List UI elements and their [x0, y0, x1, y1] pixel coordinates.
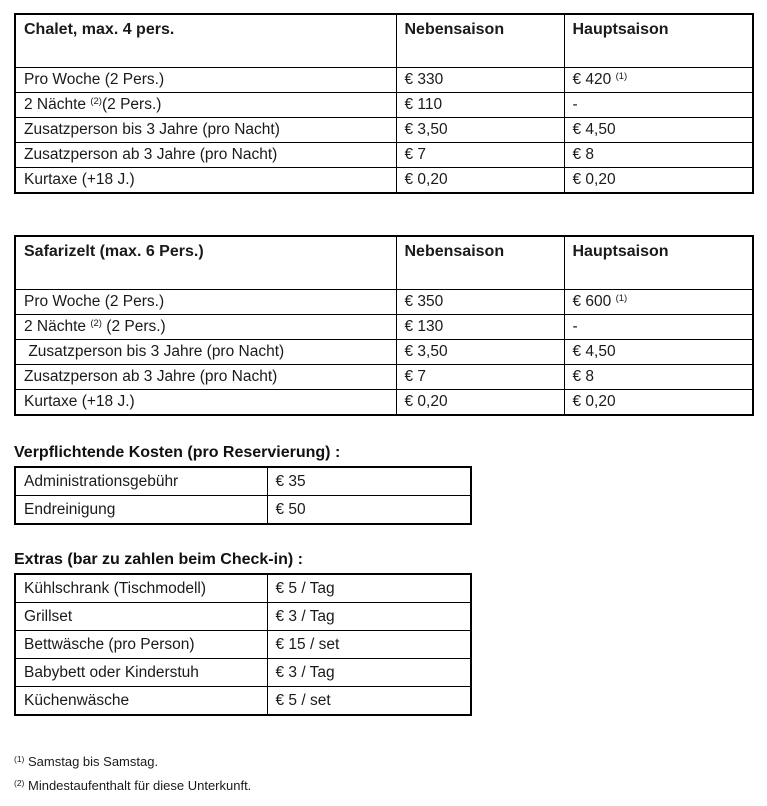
hauptsaison-header-cell: Hauptsaison [564, 236, 753, 290]
hauptsaison-value-cell [564, 315, 753, 340]
footnote-1 [14, 750, 752, 774]
table-row [15, 365, 753, 390]
nebensaison-value-cell: € 330 [396, 68, 564, 93]
footnote-marker: (2) [14, 778, 25, 788]
row-label-cell [15, 118, 396, 143]
price-value: € 8 [572, 368, 595, 385]
extra-price-cell: € 15 / set [267, 631, 471, 659]
price-value: € 4,50 [572, 121, 616, 138]
row-label-cell [15, 93, 396, 118]
table-title-cell: Safarizelt (max. 6 Pers.) [15, 236, 396, 290]
table-header-row [15, 14, 753, 68]
hauptsaison-value-cell [564, 365, 753, 390]
extra-price-cell: € 5 / set [267, 687, 471, 716]
extra-label-cell: Grillset [15, 603, 267, 631]
table-row [15, 118, 753, 143]
row-label: Kurtaxe (+18 J.) [24, 393, 135, 410]
price-value: € 420 [572, 71, 616, 88]
hauptsaison-value-cell [564, 390, 753, 416]
extra-label-cell: Küchenwäsche [15, 687, 267, 716]
extra-label-cell: Babybett oder Kinderstuh [15, 659, 267, 687]
table-row [15, 574, 471, 603]
row-label: 2 Nächte [24, 96, 91, 113]
table-row [15, 390, 753, 416]
price-value: - [572, 96, 578, 113]
hauptsaison-header-cell: Hauptsaison [564, 14, 753, 68]
safarizelt-price-table [14, 235, 754, 416]
chalet-price-table [14, 13, 754, 194]
table-row [15, 603, 471, 631]
price-value: € 0,20 [572, 393, 616, 410]
table-row [15, 315, 753, 340]
footnote-2 [14, 774, 752, 798]
extras-heading: Extras (bar zu zahlen beim Check-in) : [14, 551, 303, 568]
row-label-suffix: (2 Pers.) [101, 96, 162, 113]
hauptsaison-value-cell [564, 290, 753, 315]
footnote-text: Mindestaufenthalt für diese Unterkunft. [24, 778, 252, 793]
nebensaison-value-cell: € 0,20 [396, 168, 564, 194]
extras-table [14, 573, 472, 716]
price-value: - [572, 318, 578, 335]
table-header-row [15, 236, 753, 290]
cost-label-cell: Administrationsgebühr [15, 467, 267, 496]
row-label: Zusatzperson bis 3 Jahre (pro Nacht) [24, 343, 285, 360]
extra-price-cell: € 5 / Tag [267, 574, 471, 603]
row-label-suffix: (2 Pers.) [101, 318, 166, 335]
row-label-cell [15, 143, 396, 168]
mandatory-costs-table [14, 466, 472, 525]
extra-label-cell: Kühlschrank (Tischmodell) [15, 574, 267, 603]
cost-price-cell: € 35 [267, 467, 471, 496]
table-row [15, 68, 753, 93]
row-label: Zusatzperson ab 3 Jahre (pro Nacht) [24, 368, 278, 385]
row-label-cell [15, 365, 396, 390]
footnote-marker: (2) [90, 318, 102, 329]
hauptsaison-value-cell [564, 143, 753, 168]
footnote-marker: (1) [615, 71, 628, 82]
footnote-marker: (2) [90, 96, 102, 107]
nebensaison-value-cell: € 0,20 [396, 390, 564, 416]
price-value: € 0,20 [572, 171, 616, 188]
nebensaison-header-cell: Nebensaison [396, 236, 564, 290]
table-row [15, 496, 471, 525]
extra-price-cell: € 3 / Tag [267, 603, 471, 631]
footnote-marker: (1) [14, 754, 25, 764]
table-title-cell: Chalet, max. 4 pers. [15, 14, 396, 68]
cost-price-cell: € 50 [267, 496, 471, 525]
extra-label-cell: Bettwäsche (pro Person) [15, 631, 267, 659]
row-label-cell [15, 315, 396, 340]
row-label: Pro Woche (2 Pers.) [24, 293, 165, 310]
footnote-text: Samstag bis Samstag. [24, 754, 159, 769]
row-label: Pro Woche (2 Pers.) [24, 71, 165, 88]
hauptsaison-value-cell [564, 93, 753, 118]
row-label: Kurtaxe (+18 J.) [24, 171, 135, 188]
hauptsaison-value-cell [564, 340, 753, 365]
hauptsaison-value-cell [564, 118, 753, 143]
nebensaison-header-cell: Nebensaison [396, 14, 564, 68]
table-row [15, 687, 471, 716]
row-label-cell [15, 390, 396, 416]
price-value: € 8 [572, 146, 595, 163]
row-label: Zusatzperson ab 3 Jahre (pro Nacht) [24, 146, 278, 163]
row-label-cell [15, 168, 396, 194]
table-row [15, 631, 471, 659]
price-value: € 600 [572, 293, 616, 310]
table-row [15, 340, 753, 365]
extra-price-cell: € 3 / Tag [267, 659, 471, 687]
cost-label-cell: Endreinigung [15, 496, 267, 525]
table-row [15, 467, 471, 496]
hauptsaison-value-cell [564, 68, 753, 93]
nebensaison-value-cell: € 7 [396, 365, 564, 390]
price-value: € 4,50 [572, 343, 616, 360]
row-label: Zusatzperson bis 3 Jahre (pro Nacht) [24, 121, 280, 138]
table-row [15, 168, 753, 194]
nebensaison-value-cell: € 3,50 [396, 118, 564, 143]
footnotes [14, 750, 752, 798]
nebensaison-value-cell: € 3,50 [396, 340, 564, 365]
table-row [15, 290, 753, 315]
table-row [15, 659, 471, 687]
nebensaison-value-cell: € 130 [396, 315, 564, 340]
row-label-cell [15, 290, 396, 315]
row-label-cell [15, 340, 396, 365]
mandatory-costs-heading: Verpflichtende Kosten (pro Reservierung) : [14, 444, 341, 461]
hauptsaison-value-cell [564, 168, 753, 194]
footnote-marker: (1) [615, 293, 628, 304]
nebensaison-value-cell: € 7 [396, 143, 564, 168]
table-row [15, 93, 753, 118]
nebensaison-value-cell: € 350 [396, 290, 564, 315]
nebensaison-value-cell: € 110 [396, 93, 564, 118]
row-label-cell [15, 68, 396, 93]
row-label: 2 Nächte [24, 318, 91, 335]
table-row [15, 143, 753, 168]
